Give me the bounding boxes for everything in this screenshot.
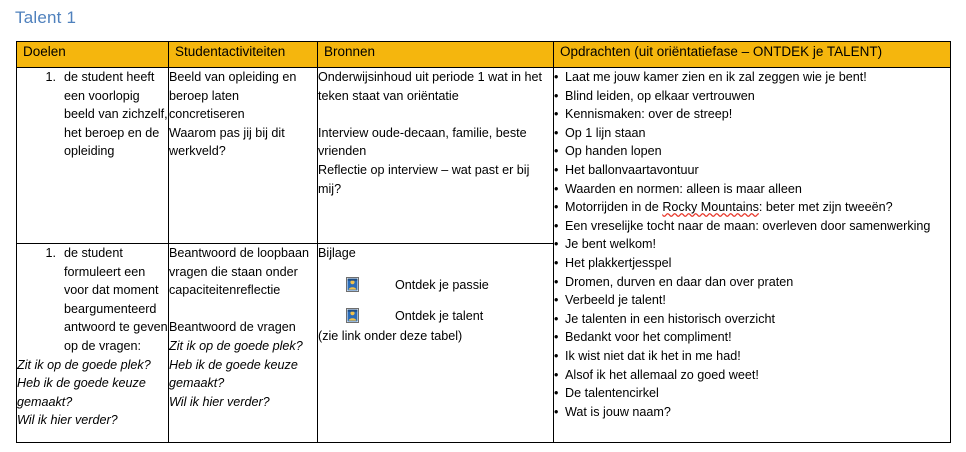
cell-doelen-1 xyxy=(17,68,169,244)
goal-question: Zit ik op de goede plek? xyxy=(17,357,151,372)
opdracht-item: • Alsof ik het allemaal zo goed weet! xyxy=(554,366,950,385)
opdracht-item: • Laat me jouw kamer zien en ik zal zeggen wie je bent! xyxy=(554,68,950,87)
opdracht-item: • Waarden en normen: alleen is maar alleen xyxy=(554,180,950,199)
opdracht-item: • Blind leiden, op elkaar vertrouwen xyxy=(554,87,950,106)
source-paragraph: Onderwijsinhoud uit periode 1 wat in het teken staat van oriëntatie xyxy=(318,70,543,103)
cell-bronnen-2 xyxy=(318,244,554,443)
page-title: Talent 1 xyxy=(15,8,77,27)
talent-table-wrapper xyxy=(16,41,950,443)
goal-item: de student formuleert een voor dat moment beargumenteerd antwoord te geven op de vragen: xyxy=(64,246,168,353)
column-header-doelen: Doelen xyxy=(17,42,169,68)
source-paragraph: Interview oude-decaan, familie, beste vrienden xyxy=(318,125,527,159)
opdracht-item: • Verbeeld je talent! xyxy=(554,291,950,310)
opdracht-item: • Een vreselijke tocht naar de maan: overleven door samenwerking xyxy=(554,217,950,236)
opdracht-item xyxy=(554,198,950,217)
opdracht-item: • De talentencirkel xyxy=(554,384,950,403)
goal-questions xyxy=(17,356,168,430)
goal-item: de student heeft een voorlopig beeld van zichzelf, het beroep en de opleiding xyxy=(64,70,168,159)
activity-paragraph: Beantwoord de loopbaan vragen die staan onder capaciteitenreflectie xyxy=(169,246,310,298)
opdracht-item: • Ik wist niet dat ik het in me had! xyxy=(554,347,950,366)
column-header-studentactiviteiten: Studentactiviteiten xyxy=(169,42,318,68)
activity-question: Wil ik hier verder? xyxy=(169,394,270,409)
opdracht-item: • Je talenten in een historisch overzicht xyxy=(554,310,950,329)
attachment-note: (zie link onder deze tabel) xyxy=(318,328,463,343)
spellcheck-underline: Rocky Mountains xyxy=(662,200,759,215)
column-header-bronnen: Bronnen xyxy=(318,42,554,68)
opdracht-item: • Bedankt voor het compliment! xyxy=(554,328,950,347)
opdracht-item-text-misspelled: Motorrijden in de Rocky Mountains: beter met zijn tweeën? xyxy=(565,200,893,215)
opdracht-item: • Op handen lopen xyxy=(554,142,950,161)
activity-paragraph: Beeld van opleiding en beroep laten concretiseren xyxy=(169,70,297,122)
activity-paragraph: Waarom pas jij bij dit werkveld? xyxy=(169,125,285,159)
cell-studentactiviteiten-2 xyxy=(169,244,318,443)
opdracht-item: • Wat is jouw naam? xyxy=(554,403,950,422)
attachment-label-passie: Ontdek je passie xyxy=(395,277,489,292)
cell-studentactiviteiten-1 xyxy=(169,68,318,244)
cell-bronnen-1 xyxy=(318,68,554,244)
talent-table xyxy=(16,41,951,443)
embedded-object-icon xyxy=(346,277,359,292)
activity-paragraph: Beantwoord de vragen xyxy=(169,320,296,335)
goals-list-1 xyxy=(17,68,168,161)
table-header-row xyxy=(17,42,951,68)
attachment-label-talent: Ontdek je talent xyxy=(395,309,484,324)
opdracht-item: • Het plakkertjesspel xyxy=(554,254,950,273)
opdracht-item: • Op 1 lijn staan xyxy=(554,124,950,143)
opdracht-item: • Kennismaken: over de streep! xyxy=(554,105,950,124)
activity-question: Heb ik de goede keuze gemaakt? xyxy=(169,357,298,391)
opdracht-item: • Je bent welkom! xyxy=(554,235,950,254)
column-header-opdrachten: Opdrachten (uit oriëntatiefase – ONTDEK je TALENT) xyxy=(554,42,951,68)
opdrachten-list-group-1 xyxy=(554,68,950,273)
cell-opdrachten-merged xyxy=(554,68,951,443)
goal-question: Heb ik de goede keuze gemaakt? xyxy=(17,376,146,409)
embedded-object-icon xyxy=(346,308,359,323)
table-row xyxy=(17,68,951,244)
goal-question: Wil ik hier verder? xyxy=(17,413,118,428)
cell-doelen-2 xyxy=(17,244,169,443)
attachment-item-passie[interactable] xyxy=(318,276,553,295)
opdracht-item: • Het ballonvaartavontuur xyxy=(554,161,950,180)
attachment-item-talent[interactable] xyxy=(318,307,553,326)
opdracht-item: • Dromen, durven en daar dan over praten xyxy=(554,273,950,292)
activity-question: Zit ik op de goede plek? xyxy=(169,338,303,353)
goals-list-2 xyxy=(17,244,168,356)
opdrachten-list-group-2 xyxy=(554,273,950,422)
attachment-label: Bijlage xyxy=(318,246,356,260)
source-paragraph: Reflectie op interview – wat past er bij mij? xyxy=(318,162,530,196)
